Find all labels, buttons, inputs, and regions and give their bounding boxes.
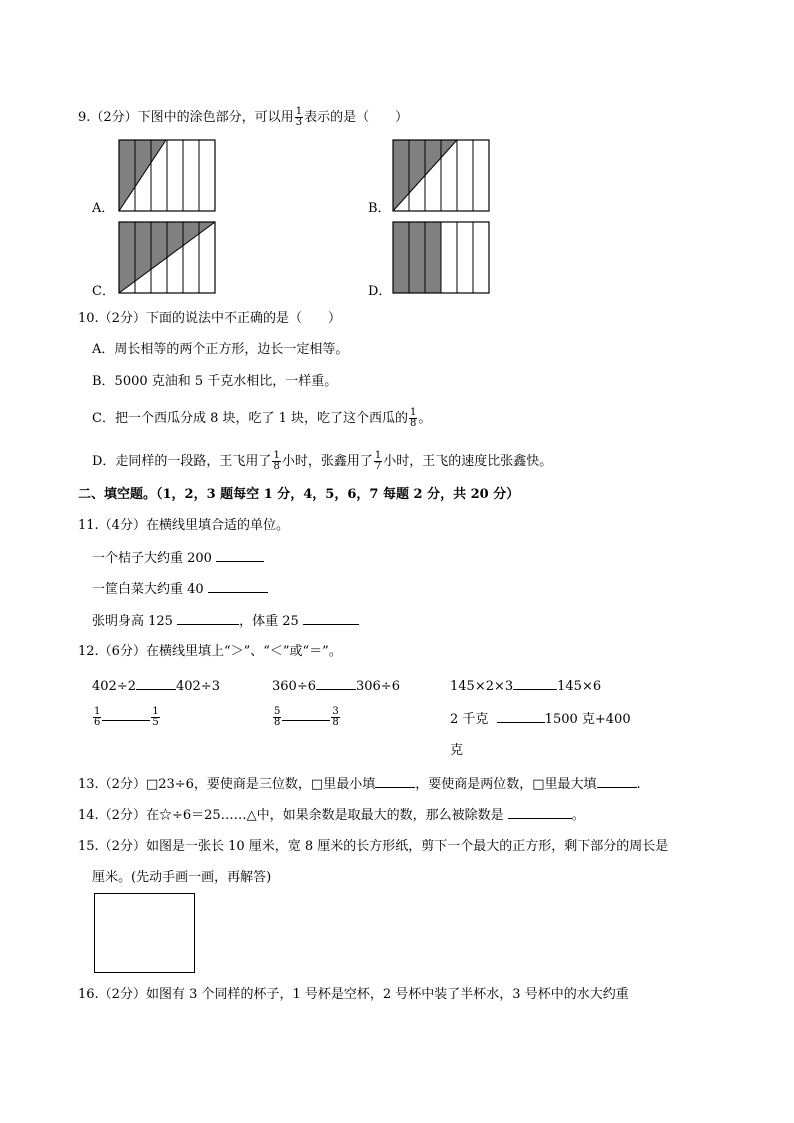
q12-blank-4[interactable] — [102, 706, 150, 721]
q9-d-shaded-region — [393, 222, 441, 293]
q10-option-c[interactable]: C．把一个西瓜分成 8 块，吃了 1 块，吃了这个西瓜的 $\frac{1}{8}$ 。 — [92, 407, 432, 429]
q10-d-fraction-1: $\frac{1}{8}$ — [273, 450, 280, 472]
section-2-heading: 二、填空题。（1，2，3 题每空 1 分，4，5，6，7 每题 2 分，共 20 分） — [78, 487, 520, 502]
q12-expr-2: 360÷6 306÷6 — [272, 679, 400, 694]
q10-d-fraction-2: $\frac{1}{7}$ — [374, 450, 382, 472]
q12-blank-1[interactable] — [136, 677, 176, 690]
q9-figure-d — [392, 221, 490, 294]
q11-blank-1[interactable] — [216, 549, 264, 562]
q10-option-d[interactable]: D．走同样的一段路，王飞用了 $\frac{1}{8}$ 小时，张鑫用了 $\frac{1}{7}$ 小时，王飞的速度比张鑫快。 — [92, 450, 553, 472]
q12-expr-4: 2 千克 1500 克+400 — [450, 712, 631, 727]
q16-line-1: 16.（2分）如图有 3 个同样的杯子，1 号杯是空杯，2 号杯中装了半杯水，3 号杯中的水大约重 — [78, 987, 629, 1002]
q12-expr-4-unit: 克 — [450, 743, 464, 758]
q9-option-b-label[interactable]: B． — [368, 201, 391, 216]
q13-blank-2[interactable] — [597, 775, 637, 788]
q11-line-3: 张明身高 125 ，体重 25 — [92, 612, 359, 631]
q12-fraction-compare-1 — [92, 706, 161, 728]
q9-prefix: 9.（2分）下图中的涂色部分，可以用 — [78, 110, 294, 125]
q11-blank-4[interactable] — [303, 612, 359, 625]
q9-option-a-label[interactable]: A． — [92, 201, 115, 216]
q12-blank-3[interactable] — [513, 677, 557, 690]
q11-blank-2[interactable] — [208, 580, 268, 593]
q12-blank-2[interactable] — [316, 677, 356, 690]
q14-blank[interactable] — [508, 806, 572, 819]
q15-line-1: 15.（2分）如图是一张长 10 厘米，宽 8 厘米的长方形纸，剪下一个最大的正方形，剩下部分的周长是 — [78, 839, 669, 854]
q12-fraction-compare-2 — [272, 706, 341, 728]
q12-f1-right: $\frac{1}{5}$ — [152, 706, 159, 728]
q13-stem: 13.（2分）□23÷6，要使商是三位数，□里最小填 ，要使商是两位数，□里最大填 . — [78, 777, 641, 792]
q12-expr-1: 402÷2 402÷3 — [92, 679, 220, 694]
q13-blank-1[interactable] — [375, 775, 415, 788]
q12-f2-right: $\frac{3}{8}$ — [332, 706, 339, 728]
q9-option-d-label[interactable]: D． — [368, 284, 392, 299]
q15-rectangle-figure — [94, 893, 195, 973]
q9-figure-b — [392, 139, 490, 212]
q10-option-b[interactable]: B．5000 克油和 5 千克水相比，一样重。 — [92, 374, 338, 389]
q12-blank-6[interactable] — [497, 710, 545, 723]
q11-title: 11.（4分）在横线里填合适的单位。 — [78, 518, 289, 533]
q9-stem — [78, 107, 408, 128]
q10-option-a[interactable]: A．周长相等的两个正方形，边长一定相等。 — [92, 342, 349, 357]
q9-figure-c — [118, 221, 216, 294]
q9-suffix: 表示的是（ ） — [304, 110, 409, 125]
q11-blank-3[interactable] — [177, 612, 239, 625]
q12-f2-left: $\frac{5}{8}$ — [274, 706, 281, 728]
q11-line-1: 一个桔子大约重 200 — [92, 549, 264, 568]
q10-title: 10.（2分）下面的说法中不正确的是（ ） — [78, 311, 341, 326]
q12-title: 12.（6分）在横线里填上“＞”、“＜”或“＝”。 — [78, 644, 342, 659]
q15-line-2: 厘米。(先动手画一画，再解答) — [92, 870, 272, 885]
q10-c-fraction: $\frac{1}{8}$ — [410, 407, 417, 429]
q11-line-2: 一筐白菜大约重 40 — [92, 580, 268, 599]
q12-expr-3: 145×2×3 145×6 — [450, 679, 602, 694]
q9-option-c-label[interactable]: C． — [92, 284, 115, 299]
q9-figure-a — [118, 139, 216, 212]
q12-blank-5[interactable] — [282, 706, 330, 721]
q9-fraction: $\frac{1}{3}$ — [295, 106, 303, 128]
q14-stem: 14.（2分）在☆÷6＝25……△中，如果余数是取最大的数，那么被除数是 。 — [78, 808, 585, 823]
q12-f1-left: $\frac{1}{6}$ — [94, 706, 101, 728]
